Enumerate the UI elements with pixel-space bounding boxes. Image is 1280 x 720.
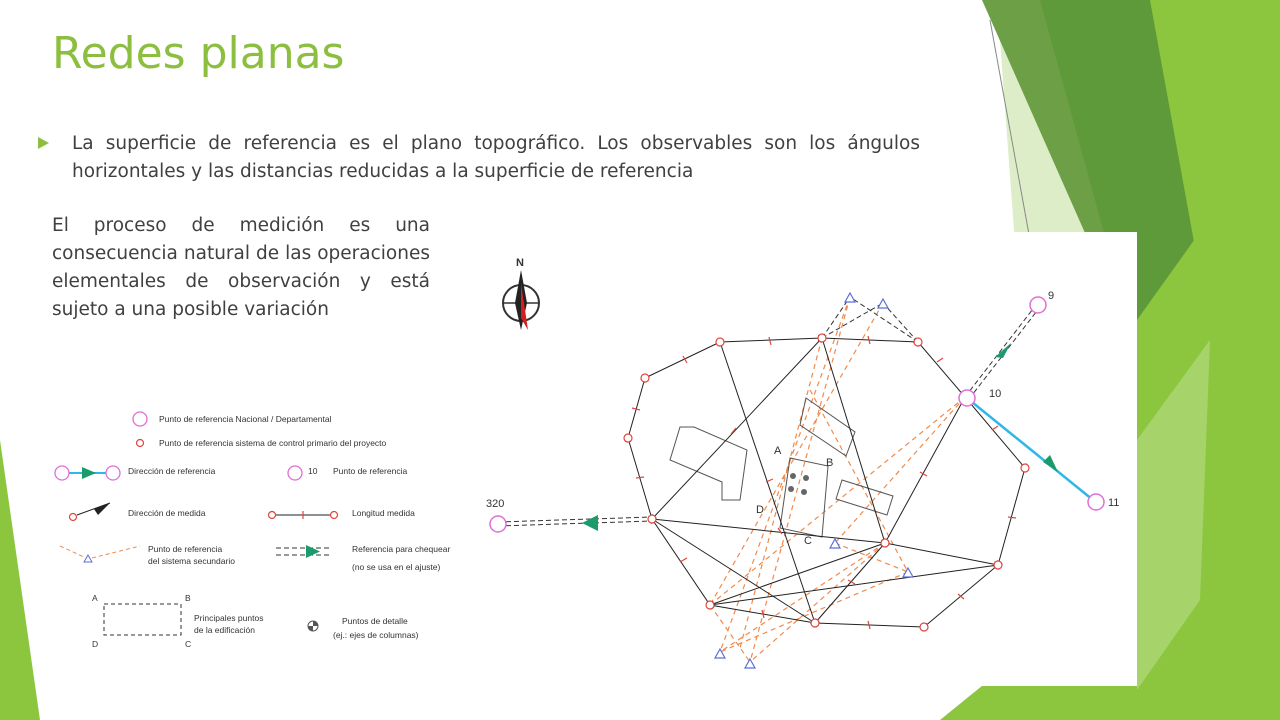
check-arrow-9 bbox=[995, 343, 1011, 358]
legend-secundario-2: del sistema secundario bbox=[148, 556, 235, 566]
reference-arrow bbox=[1043, 455, 1058, 472]
legend-secondary-icon bbox=[84, 555, 92, 562]
legend-edificacion-2: de la edificación bbox=[194, 625, 255, 635]
legend-chequear-1: Referencia para chequear bbox=[352, 544, 451, 554]
legend-edificacion-1: Principales puntos bbox=[194, 613, 264, 623]
compass-icon bbox=[503, 257, 539, 330]
legend-detalle-2: (ej.: ejes de columnas) bbox=[333, 630, 419, 640]
point-11-label: 11 bbox=[1108, 497, 1120, 509]
check-arrow-320 bbox=[582, 515, 598, 531]
legend-refdir-end-icon bbox=[106, 466, 120, 480]
interior-lines bbox=[652, 338, 998, 623]
building-corner-a: A bbox=[774, 445, 782, 457]
point-10-label: 10 bbox=[989, 388, 1002, 400]
length-ticks bbox=[632, 336, 1016, 629]
legend-nacional: Punto de referencia Nacional / Departamental bbox=[159, 414, 332, 424]
legend-refdir-arrow-icon bbox=[82, 467, 96, 479]
legend-corner-c: C bbox=[185, 639, 192, 649]
legend-punto-ref: Punto de referencia bbox=[333, 466, 408, 476]
building-corner-c: C bbox=[804, 535, 812, 547]
legend-check-arrow-icon bbox=[306, 545, 320, 558]
compass-north-label: N bbox=[516, 257, 524, 269]
legend-chequear-2: (no se usa en el ajuste) bbox=[352, 562, 441, 572]
legend-longitud-medida: Longitud medida bbox=[352, 508, 415, 518]
legend-corner-d: D bbox=[92, 639, 99, 649]
building-corner-d: D bbox=[756, 504, 764, 516]
legend-building-icon bbox=[104, 604, 181, 635]
legend-national-icon bbox=[133, 412, 147, 426]
legend-direccion-ref: Dirección de referencia bbox=[128, 466, 216, 476]
building-corner-b: B bbox=[826, 457, 834, 469]
point-320-label: 320 bbox=[486, 498, 505, 510]
legend-measdir-point-icon bbox=[70, 514, 77, 521]
legend-secondary-line-a bbox=[60, 546, 84, 557]
legend bbox=[55, 412, 450, 649]
legend-secundario-1: Punto de referencia bbox=[148, 544, 223, 554]
legend-length-start-icon bbox=[269, 512, 276, 519]
legend-corner-a: A bbox=[92, 593, 98, 603]
reference-direction-line bbox=[967, 398, 1093, 500]
legend-secondary-line-b bbox=[92, 546, 140, 558]
legend-measdir-line bbox=[77, 503, 110, 515]
legend-refdir-start-icon bbox=[55, 466, 69, 480]
legend-length-end-icon bbox=[331, 512, 338, 519]
bullet-text: La superficie de referencia es el plano topográfico. Los observables son los ángulos horizontales y las distancias reducidas a la superficie de referencia bbox=[72, 133, 920, 182]
legend-corner-b: B bbox=[185, 593, 191, 603]
legend-punto-ref-num: 10 bbox=[308, 466, 318, 476]
point-9-label: 9 bbox=[1048, 290, 1055, 302]
slide-title: Redes planas bbox=[52, 28, 345, 79]
legend-measdir-arrow-icon bbox=[94, 503, 110, 515]
legend-primary-icon bbox=[137, 440, 144, 447]
legend-detalle-1: Puntos de detalle bbox=[342, 616, 408, 626]
national-points bbox=[490, 297, 1104, 532]
legend-direccion-medida: Dirección de medida bbox=[128, 508, 206, 518]
legend-primario: Punto de referencia sistema de control primario del proyecto bbox=[159, 438, 387, 448]
buildings bbox=[670, 398, 893, 537]
legend-refpoint-icon bbox=[288, 466, 302, 480]
body-paragraph: El proceso de medición es una consecuencia natural de las operaciones elementales de observación y está sujeto a una posible variación bbox=[52, 215, 430, 320]
check-lines bbox=[498, 297, 1040, 526]
